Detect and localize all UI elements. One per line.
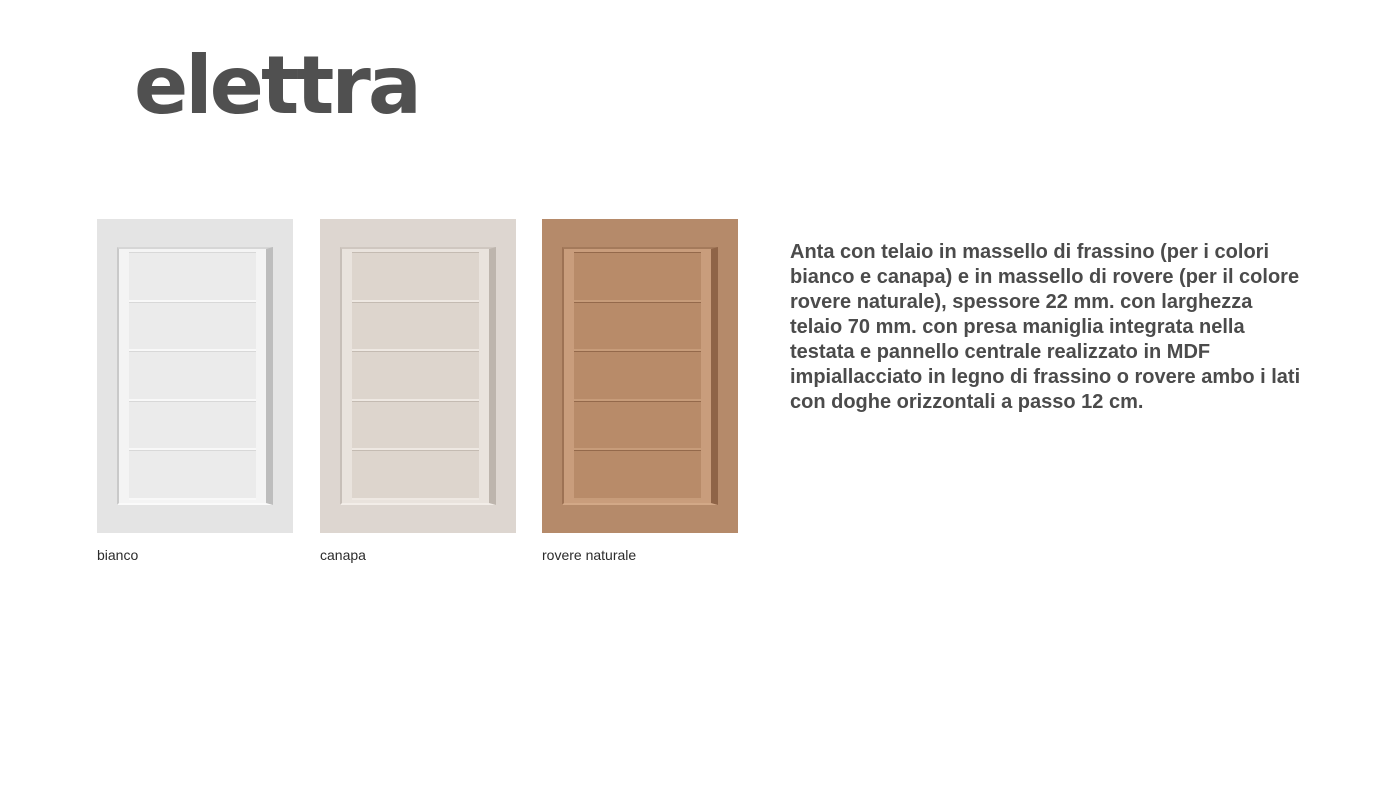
- panel-slat: [574, 450, 701, 500]
- panel-slat: [129, 351, 256, 401]
- swatch-caption-canapa: canapa: [320, 547, 366, 563]
- door-frame: [562, 247, 718, 505]
- panel-slat: [352, 450, 479, 500]
- panel-slat: [129, 302, 256, 352]
- product-description: Anta con telaio in massello di frassino (per i colori bianco e canapa) e in massello di rovere (per il colore rovere naturale), spessore 22 mm. con larghezza telaio 70 mm. con presa maniglia integrata nella testata e pannello centrale realizzato in MDF impiallacciato in legno di frassino o rovere ambo i lati con doghe orizzontali a passo 12 cm.: [790, 241, 1301, 413]
- panel-slat: [352, 302, 479, 352]
- swatch-canapa: [320, 219, 516, 533]
- panel-slat: [129, 401, 256, 451]
- panel-slat: [574, 401, 701, 451]
- door-panel: [574, 252, 701, 500]
- panel-slat: [574, 351, 701, 401]
- panel-slat: [352, 401, 479, 451]
- door-panel: [129, 252, 256, 500]
- panel-slat: [574, 302, 701, 352]
- swatch-caption-rovere-naturale: rovere naturale: [542, 547, 637, 563]
- door-frame: [340, 247, 496, 505]
- swatch-rovere-naturale: [542, 219, 738, 533]
- door-frame: [117, 247, 273, 505]
- swatch-bianco: [97, 219, 293, 533]
- panel-slat: [352, 351, 479, 401]
- panel-slat: [129, 252, 256, 302]
- brand-logo-title: elettra: [134, 39, 419, 132]
- panel-slat: [352, 252, 479, 302]
- door-panel: [352, 252, 479, 500]
- panel-slat: [129, 450, 256, 500]
- panel-slat: [574, 252, 701, 302]
- swatch-caption-bianco: bianco: [97, 547, 139, 563]
